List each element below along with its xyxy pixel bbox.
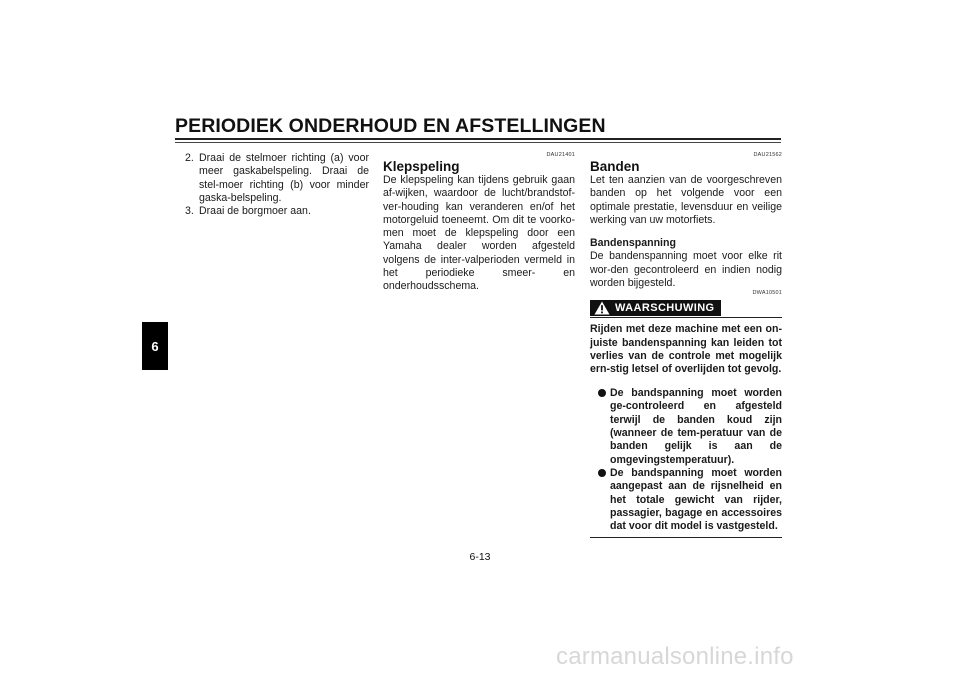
page-header-title: PERIODIEK ONDERHOUD EN AFSTELLINGEN [175,115,606,137]
warning-code: DWA10501 [752,290,782,297]
column-2 [383,152,575,294]
section-code: DAU21562 [753,152,782,158]
warning-end-rule [590,537,782,538]
watermark: carmanualsonline.info [556,643,794,670]
warning-label-box [590,300,721,316]
subsection-body: De bandenspanning moet voor elke rit wor-den gecontroleerd en indien nodig worden bijgesteld. [590,250,782,290]
bullet-icon [598,469,606,477]
bullet-text: De bandspanning moet worden aangepast aan de rijsnelheid en het totale gewicht van rijder, passagier, bagage en accessoires dat voor dit model is vastgesteld. [610,466,782,533]
step-number: 2. [185,152,194,164]
chapter-tab: 6 [142,322,168,370]
list-item [590,387,782,467]
warning-rule [590,317,782,318]
section-title-klepspeling: Klepspeling [383,159,460,174]
column-3 [590,152,782,538]
header-rule-thick [175,138,781,140]
column-1 [185,152,369,218]
warning-header [590,300,782,318]
steps-list [185,152,369,218]
subsection-heading: Bandenspanning [590,237,676,250]
bullet-text: De bandspanning moet worden ge-controleerd en afgesteld terwijl de banden koud zijn (wanneer de tem-peratuur van de banden gelijk is aan de omgevingstemperatuur). [610,387,782,466]
list-item [185,205,369,218]
header-rule-thin [175,142,781,143]
list-item [185,152,369,205]
warning-triangle-icon [594,301,610,315]
warning-label: WAARSCHUWING [615,301,715,314]
step-text: Draai de stelmoer richting (a) voor meer gaskabelspeling. Draai de stel-moer richting (b) voor minder gaska-belspeling. [199,152,369,204]
page-number: 6-13 [469,551,491,563]
section-intro: Let ten aanzien van de voorgeschreven banden op het volgende voor een optimale prestatie, levensduur en veilige werking van uw motorfiets. [590,174,782,226]
bullet-icon [598,389,606,397]
warning-bullets [590,387,782,533]
step-number: 3. [185,205,194,218]
list-item [590,467,782,533]
warning-text: Rijden met deze machine met een on-juiste bandenspanning kan leiden tot verlies van de controle met mogelijk ern-stig letsel of overlijden tot gevolg. [590,323,782,376]
step-text: Draai de borgmoer aan. [199,205,311,218]
section-code: DAU21401 [546,152,575,158]
section-body: De klepspeling kan tijdens gebruik gaan af-wijken, waardoor de lucht/brandstof-ver-houding kan veranderen en/of het motorgeluid toeneemt. Om dit te voorko-men moet de klepspeling door een Yamaha dealer worden afgesteld volgens de inter-valperioden vermeld in het periodieke smeer- en onderhoudsschema. [383,174,575,293]
section-title-banden: Banden [590,159,640,174]
